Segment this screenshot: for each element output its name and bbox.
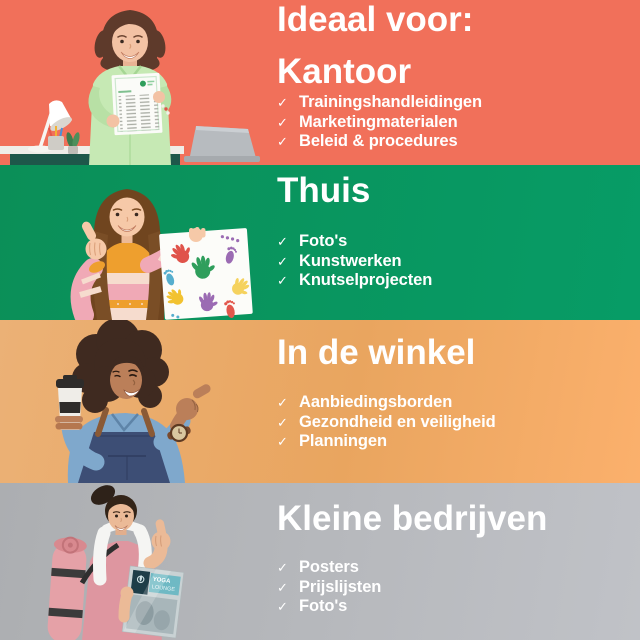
list-item bbox=[277, 578, 381, 598]
item-label: Foto's bbox=[299, 597, 348, 615]
thuis-text-block bbox=[277, 165, 637, 320]
list-item bbox=[277, 393, 496, 413]
heading-kantoor: Kantoor bbox=[277, 52, 412, 91]
item-label: Planningen bbox=[299, 432, 387, 450]
item-label: Gezondheid en veiligheid bbox=[299, 412, 496, 431]
girl-illustration bbox=[0, 165, 260, 320]
item-label: Beleid & procedures bbox=[299, 132, 458, 150]
item-label: Trainingshandleidingen bbox=[299, 93, 482, 111]
thuis-item-list bbox=[277, 232, 432, 291]
list-item bbox=[277, 558, 381, 578]
list-item bbox=[277, 232, 432, 252]
pointing-hand bbox=[176, 383, 212, 420]
kleine-bedrijven-text-block bbox=[277, 483, 637, 640]
check-icon: ✓ bbox=[277, 114, 288, 130]
pencil-cup-icon bbox=[48, 126, 64, 150]
barista-figure bbox=[55, 320, 212, 483]
kantoor-item-list bbox=[277, 93, 482, 152]
check-icon: ✓ bbox=[277, 234, 288, 249]
thumbs-up-hand bbox=[152, 519, 171, 551]
laminated-document bbox=[111, 73, 162, 135]
check-icon: ✓ bbox=[277, 134, 288, 149]
kleine-bedrijven-item-list bbox=[277, 558, 381, 617]
check-icon: ✓ bbox=[277, 560, 288, 575]
laminated-poster bbox=[122, 566, 184, 638]
list-item bbox=[277, 113, 482, 133]
heading-kleine-bedrijven: Kleine bedrijven bbox=[277, 499, 548, 538]
item-label: Foto's bbox=[299, 232, 348, 250]
check-icon: ✓ bbox=[277, 599, 288, 614]
check-icon: ✓ bbox=[277, 579, 288, 595]
heading-thuis: Thuis bbox=[277, 171, 371, 210]
check-icon: ✓ bbox=[277, 95, 288, 110]
yoga-woman-figure bbox=[47, 483, 184, 640]
coffee-cup bbox=[55, 375, 84, 430]
item-label: Kunstwerken bbox=[299, 251, 402, 270]
photo-girl-artwork bbox=[0, 165, 260, 320]
girl-figure bbox=[80, 189, 256, 320]
list-item bbox=[277, 252, 432, 272]
item-label: Marketingmaterialen bbox=[299, 112, 458, 131]
list-item bbox=[277, 597, 381, 617]
item-label: Aanbiedingsborden bbox=[299, 393, 453, 411]
yoga-mat bbox=[47, 536, 88, 640]
poster-subtitle: LOUNGE bbox=[151, 584, 176, 594]
section-kleine-bedrijven bbox=[0, 483, 640, 640]
check-icon: ✓ bbox=[277, 414, 288, 430]
section-winkel bbox=[0, 320, 640, 483]
check-icon: ✓ bbox=[277, 253, 288, 269]
list-item bbox=[277, 432, 496, 452]
section-thuis bbox=[0, 165, 640, 320]
laptop-icon bbox=[184, 126, 260, 162]
list-item bbox=[277, 93, 482, 113]
photo-office-woman bbox=[0, 0, 260, 165]
handprint-artwork bbox=[158, 228, 256, 320]
item-label: Knutselprojecten bbox=[299, 271, 433, 289]
winkel-text-block bbox=[277, 320, 637, 483]
yoga-woman-illustration bbox=[0, 483, 260, 640]
poster-title: YOGA bbox=[152, 576, 171, 585]
check-icon: ✓ bbox=[277, 273, 288, 288]
item-label: Posters bbox=[299, 558, 359, 576]
item-label: Prijslijsten bbox=[299, 577, 382, 596]
office-woman-illustration bbox=[0, 0, 260, 165]
page-title: Ideaal voor: bbox=[277, 0, 474, 39]
list-item bbox=[277, 132, 482, 152]
winkel-item-list bbox=[277, 393, 496, 452]
list-item bbox=[277, 413, 496, 433]
section-kantoor bbox=[0, 0, 640, 165]
check-icon: ✓ bbox=[277, 434, 288, 449]
list-item bbox=[277, 271, 432, 291]
photo-yoga-woman bbox=[0, 483, 260, 640]
barista-illustration bbox=[0, 320, 260, 483]
check-icon: ✓ bbox=[277, 395, 288, 410]
heading-winkel: In de winkel bbox=[277, 333, 476, 372]
kantoor-text-block bbox=[277, 0, 637, 165]
office-woman-figure bbox=[88, 10, 171, 165]
photo-barista bbox=[0, 320, 260, 483]
